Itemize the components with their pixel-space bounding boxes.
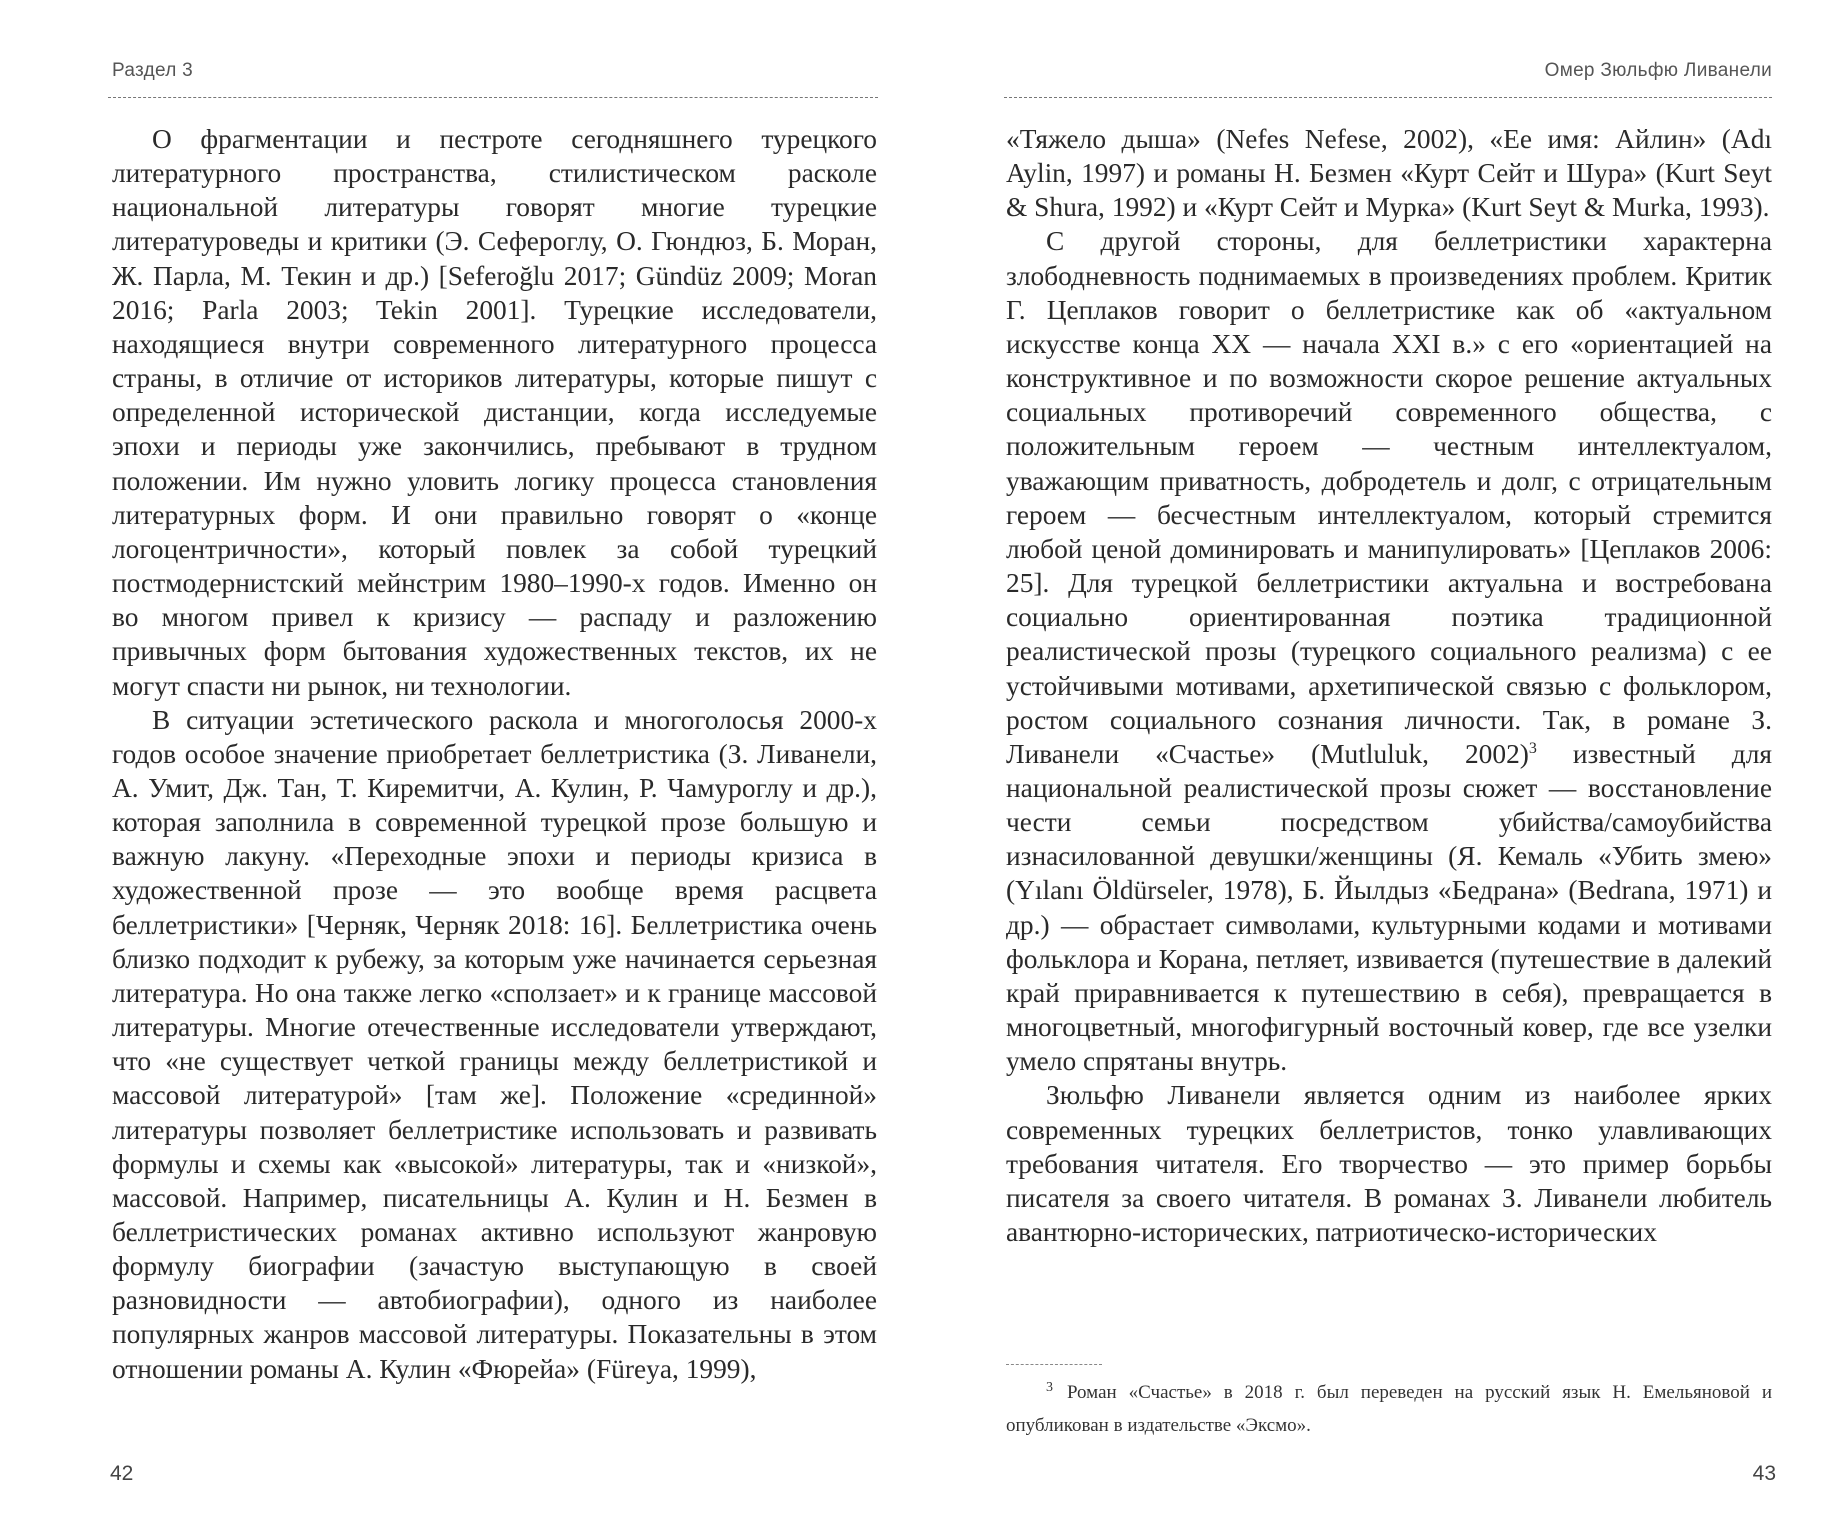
left-page-body <box>112 122 877 1386</box>
footnote <box>1006 1376 1772 1442</box>
footnote-reference[interactable]: 3 <box>1528 739 1537 757</box>
footnote-text: Роман «Счастье» в 2018 г. был переведен на русский язык Н. Емельяновой и опубликован в издательстве «Эксмо». <box>1006 1382 1772 1436</box>
header-rule-left <box>108 97 878 98</box>
right-paragraph-continued: «Тяжело дыша» (Nefes Nefese, 2002), «Ее имя: Айлин» (Adı Aylin, 1997) и романы Н. Безмен «Курт Сейт и Шура» (Kurt Seyt & Shura, 1992) и «Курт Сейт и Мурка» (Kurt Seyt & Murka, 1993). <box>1006 124 1772 223</box>
footnote-number: 3 <box>1046 1379 1053 1395</box>
right-paragraph-2 <box>1006 224 1772 1078</box>
right-paragraph-2-text: С другой стороны, для беллетристики характерна злободневность поднимаемых в произведениях проблем. Критик Г. Цеплаков говорит о беллетристике как об «актуальном искусстве конца XX — начала XXI в.» с его «ориентацией на конструктивное и по возможности скорое решение актуальных социальных противоречий современного общества, с положительным героем — честным интеллектуалом, уважающим приватность, добродетель и долг, с отрицательным героем — бесчестным интеллектуалом, который стремится любой ценой доминировать и манипулировать» [Цеплаков 2006: 25]. Для турецкой беллетристики актуальна и востребована социально ориентированная поэтика традиционной реалистической прозы (турецкого социального реализма) с ее устойчивыми мотивами, архетипической связью с фольклором, ростом социального сознания личности. Так, в романе З. Ливанели «Счастье» (Mutluluk, 2002) <box>1006 226 1772 769</box>
running-head-left: Раздел 3 <box>112 60 194 81</box>
page-number-right: 43 <box>1752 1462 1776 1485</box>
running-head-right: Омер Зюльфю Ливанели <box>1544 60 1772 81</box>
left-paragraph-2: В ситуации эстетического раскола и многоголосья 2000-х годов особое значение приобретает беллетристика (З. Ливанели, А. Умит, Дж. Тан, Т. Киремитчи, А. Кулин, Р. Чамуроглу и др.), которая заполнила в современной турецкой прозе большую и важную лакуну. «Переходные эпохи и периоды кризиса в художественной прозе — это вообще время расцвета беллетристики» [Черняк, Черняк 2018: 16]. Беллетристика очень близко подходит к рубежу, за которым уже начинается серьезная литература. Но она также легко «сползает» и к границе массовой литературы. Многие отечественные исследователи утверждают, что «не существует четкой границы между беллетристикой и массовой литературой» [там же]. Положение «срединной» литературы позволяет беллетристике использовать и развивать формулы и схемы как «высокой» литературы, так и «низкой», массовой. Например, писательницы А. Кулин и Н. Безмен в беллетристических романах активно используют жанровую формулу биографии (зачастую выступающую в своей разновидности — автобиографии), одного из наиболее популярных жанров массовой литературы. Показательны в этом отношении романы А. Кулин «Фюрейа» (Füreya, 1999), <box>112 704 877 1384</box>
left-paragraph-1: О фрагментации и пестроте сегодняшнего турецкого литературного пространства, стилистическом расколе национальной литературы говорят многие турецкие литературоведы и критики (Э. Сефероглу, О. Гюндюз, Б. Моран, Ж. Парла, М. Текин и др.) [Seferoğlu 2017; Gündüz 2009; Moran 2016; Parla 2003; Tekin 2001]. Турецкие исследователи, находящиеся внутри современного литературного процесса страны, в отличие от историков литературы, которые пишут с определенной исторической дистанции, когда исследуемые эпохи и периоды уже закончились, пребывают в трудном положении. Им нужно уловить логику процесса становления литературных форм. И они правильно говорят о «конце логоцентричности», который повлек за собой турецкий постмодернистский мейнстрим 1980–1990-х годов. Именно он во многом привел к кризису — распаду и разложению привычных форм бытования художественных текстов, их не могут спасти ни рынок, ни технологии. <box>112 124 877 701</box>
right-paragraph-3: Зюльфю Ливанели является одним из наиболее ярких современных турецких беллетристов, тонко улавливающих требования читателя. Его творчество — это пример борьбы писателя за своего читателя. В романах З. Ливанели любитель авантюрно-исторических, патриотическо-исторических <box>1006 1080 1772 1247</box>
header-rule-right <box>1004 97 1772 98</box>
footnote-rule <box>1006 1364 1102 1365</box>
right-paragraph-2-tail: известный для национальной реалистической прозы сюжет — восстановление чести семьи посредством убийства/самоубийства изнасилованной девушки/женщины (Я. Кемаль «Убить змею» (Yılanı Öldürseler, 1978), Б. Йылдыз «Бедрана» (Bedrana, 1971) и др.) — обрастает символами, культурными кодами и мотивами фольклора и Корана, петляет, извивается (путешествие в далекий край приравнивается к путешествию в себя), превращается в многоцветный, многофигурный восточный ковер, где все узелки умело спрятаны внутрь. <box>1006 738 1772 1077</box>
right-page <box>920 0 1838 1528</box>
page-number-left: 42 <box>110 1462 134 1485</box>
right-page-body <box>1006 122 1772 1249</box>
